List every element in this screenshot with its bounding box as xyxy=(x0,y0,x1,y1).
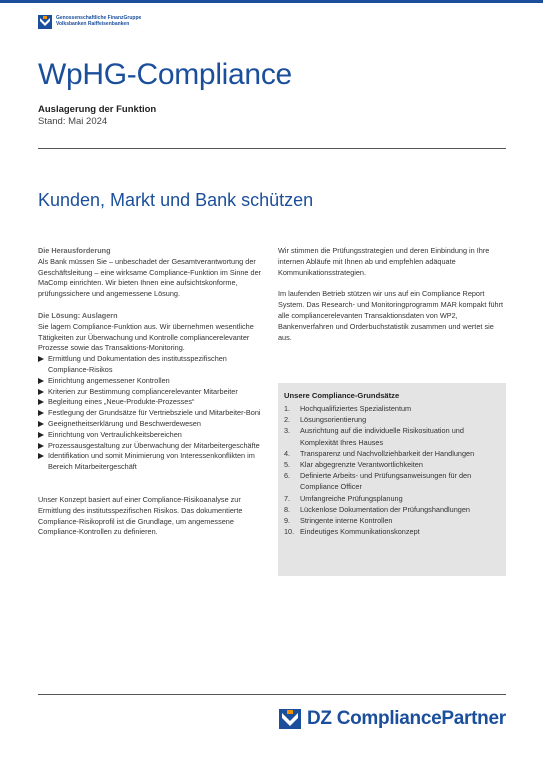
list-item-text: Lösungsorientierung xyxy=(300,415,367,425)
list-item-text: Festlegung der Grundsätze für Vertriebsziele und Mitarbeiter-Boni xyxy=(48,408,261,418)
list-item xyxy=(284,515,502,526)
list-item-text: Klar abgegrenzte Verantwortlichkeiten xyxy=(300,460,423,470)
list-item-number: 1. xyxy=(284,404,291,413)
triangle-bullet-icon xyxy=(38,443,44,449)
triangle-bullet-icon xyxy=(38,378,44,384)
list-item-text: Lückenlose Dokumentation der Prüfungshandlungen xyxy=(300,504,470,514)
stand-date: Stand: Mai 2024 xyxy=(38,116,108,127)
page-title: WpHG-Compliance xyxy=(38,58,292,91)
list-item xyxy=(284,493,502,504)
triangle-bullet-icon xyxy=(38,453,44,459)
dz-brand-logo xyxy=(279,708,506,730)
vr-logo-text xyxy=(56,15,141,27)
list-item xyxy=(284,448,502,459)
list-item-text: Einrichtung von Vertraulichkeitsbereichen xyxy=(48,429,182,439)
list-item-text: Hochqualifiziertes Spezialistentum xyxy=(300,404,412,413)
list-item-text: Stringente interne Kontrollen xyxy=(300,516,393,526)
list-item xyxy=(284,414,502,425)
strategy-text: Wir stimmen die Prüfungsstrategien und deren Einbindung in Ihre internen Abläufe mit Ihnen ab und empfehlen adäquate Kommunikationsstrategien. xyxy=(278,246,490,277)
list-item-text: Kriterien zur Bestimmung compliancerelevanter Mitarbeiter xyxy=(48,386,238,396)
list-item-text: Prozessausgestaltung zur Überwachung der Mitarbeitergeschäfte xyxy=(48,440,260,450)
top-accent-bar xyxy=(0,0,543,3)
dz-logo-icon xyxy=(279,709,301,729)
vr-logo xyxy=(38,15,141,29)
service-bullet-list xyxy=(38,354,268,473)
triangle-bullet-icon xyxy=(38,410,44,416)
right-column xyxy=(278,246,506,354)
triangle-bullet-icon xyxy=(38,389,44,395)
list-item xyxy=(284,470,502,492)
list-item-number: 7. xyxy=(284,493,291,503)
list-item-text: Umfangreiche Prüfungsplanung xyxy=(300,493,403,503)
list-item xyxy=(38,451,268,473)
logo-line-1: Genossenschaftliche FinanzGruppe xyxy=(56,15,142,21)
divider-bottom xyxy=(38,694,506,695)
list-item xyxy=(38,441,268,452)
list-item xyxy=(38,408,268,419)
principles-title: Unsere Compliance-Grundsätze xyxy=(284,391,400,400)
list-item-number: 8. xyxy=(284,504,291,514)
list-item-number: 5. xyxy=(284,460,291,470)
logo-line-2: Volksbanken Raiffeisenbanken xyxy=(56,21,130,27)
list-item xyxy=(38,430,268,441)
list-item-text: Definierte Arbeits- und Prüfungsanweisungen für den Compliance Officer xyxy=(300,471,472,492)
list-item xyxy=(284,526,502,537)
triangle-bullet-icon xyxy=(38,421,44,427)
dz-brand-text: DZ CompliancePartner xyxy=(307,708,506,729)
list-item-text: Ausrichtung auf die individuelle Risikosituation und Komplexität Ihres Hauses xyxy=(300,426,464,447)
challenge-text: Als Bank müssen Sie – unbeschadet der Gesamtverantwortung der Geschäftsleitung – eine wirksame Compliance-Funktion im Sinne der MaComp einrichten. Wir bieten Ihnen eine aufsichtskonforme, prüfungssichere und angemessene Lösung. xyxy=(38,256,262,299)
list-item xyxy=(284,403,502,414)
list-item xyxy=(284,425,502,447)
list-item-text: Einrichtung angemessener Kontrollen xyxy=(48,375,170,385)
list-item-text: Identifikation und somit Minimierung von Interessenkonflikten im Bereich Mitarbeitergeschäft xyxy=(48,451,255,472)
list-item xyxy=(284,504,502,515)
list-item-number: 9. xyxy=(284,516,291,526)
list-item-number: 10. xyxy=(284,527,295,537)
principles-list xyxy=(284,403,502,537)
principles-box xyxy=(278,383,506,576)
divider-top xyxy=(38,148,506,149)
left-column xyxy=(38,246,268,549)
list-item xyxy=(38,387,268,398)
vr-logo-icon xyxy=(38,15,52,29)
triangle-bullet-icon xyxy=(38,356,44,362)
list-item xyxy=(38,354,268,376)
list-item xyxy=(38,376,268,387)
list-item-text: Eindeutiges Kommunikationskonzept xyxy=(300,527,420,537)
list-item-number: 3. xyxy=(284,426,291,436)
challenge-heading: Die Herausforderung xyxy=(38,246,111,255)
solution-text: Sie lagern Compliance-Funktion aus. Wir übernehmen wesentliche Tätigkeiten zur Überwachung und Kontrolle compliancerelevanter Prozesse sowie das Transaktions-Monitoring. xyxy=(38,321,254,353)
list-item xyxy=(38,419,268,430)
list-item xyxy=(38,397,268,408)
list-item-text: Transparenz und Nachvollziehbarkeit der Handlungen xyxy=(300,448,475,458)
list-item-number: 4. xyxy=(284,448,291,458)
page-subtitle: Auslagerung der Funktion xyxy=(38,104,157,115)
triangle-bullet-icon xyxy=(38,399,44,405)
list-item-number: 2. xyxy=(284,415,291,425)
list-item-text: Begleitung eines „Neue-Produkte-Prozesses“ xyxy=(48,397,195,407)
list-item-text: Geeignetheitserklärung und Beschwerdewesen xyxy=(48,418,201,428)
triangle-bullet-icon xyxy=(38,432,44,438)
solution-section xyxy=(38,311,268,354)
challenge-section xyxy=(38,246,268,300)
list-item-text: Ermittlung und Dokumentation des institutsspezifischen Compliance-Risikos xyxy=(48,354,227,374)
monitoring-text: Im laufenden Betrieb stützen wir uns auf ein Compliance Report System. Das Research- und Monitoringprogramm MAR kompakt führt alle compliancerelevanten Transaktionsdaten von WP2, Bankenverfahren und Orderbuchstatistik zusammen und wertet sie aus. xyxy=(278,289,504,342)
solution-heading: Die Lösung: Auslagern xyxy=(38,310,118,320)
list-item xyxy=(284,459,502,470)
list-item-number: 6. xyxy=(284,471,291,481)
concept-text: Unser Konzept basiert auf einer Compliance-Risikoanalyse zur Ermittlung des institutsspezifischen Risikos. Das dokumentierte Compliance-Risikoprofil ist die Grundlage, um angemessene Compliance-Kontrollen zu definieren. xyxy=(38,494,243,537)
section-headline: Kunden, Markt und Bank schützen xyxy=(38,190,314,210)
